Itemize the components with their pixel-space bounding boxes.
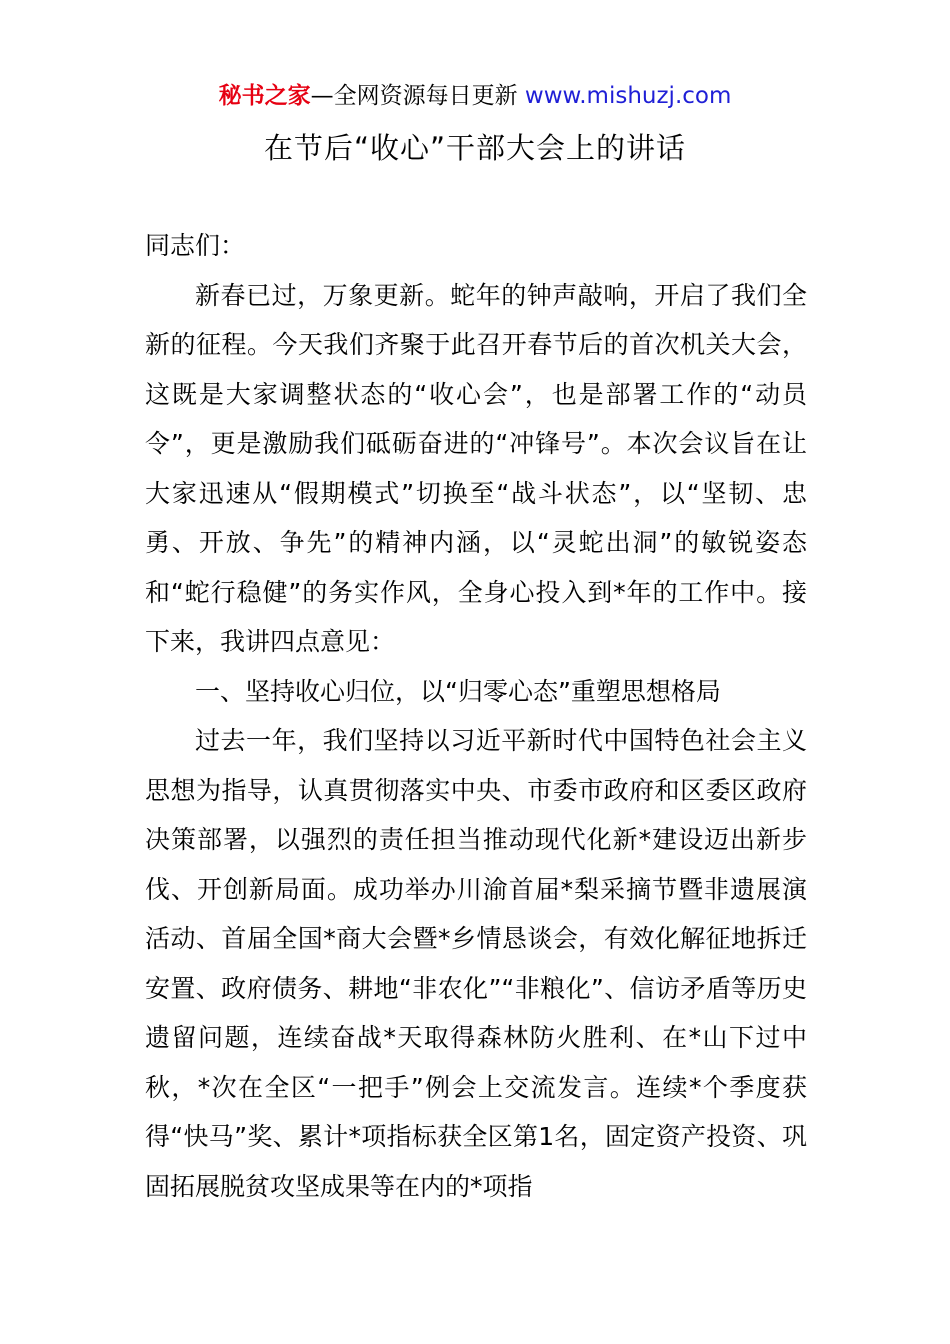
site-url-link[interactable]: www.mishuzj.com — [524, 83, 732, 109]
paragraph-review: 过去一年，我们坚持以习近平新时代中国特色社会主义思想为指导，认真贯彻落实中央、市委市政府和区委区政府决策部署，以强烈的责任担当推动现代化新*建设迈出新步伐、开创新局面。成功举办川渝首届*梨采摘节暨非遗展演活动、首届全国*商大会暨*乡情恳谈会，有效化解征地拆迁安置、政府债务、耕地“非农化”“非粮化”、信访矛盾等历史遗留问题，连续奋战*天取得森林防火胜利、在*山下过中秋，*次在全区“一把手”例会上交流发言。连续*个季度获得“快马”奖、累计*项指标获全区第1名，固定资产投资、巩固拓展脱贫攻坚成果等在内的*项指 — [145, 726, 807, 1201]
document-title: 在节后“收心”干部大会上的讲话 — [263, 131, 687, 165]
section-heading-1: 一、坚持收心归位，以“归零心态”重塑思想格局 — [195, 676, 721, 706]
site-brand: 秘书之家 — [218, 83, 311, 109]
document-body — [145, 221, 807, 1211]
site-tagline: —全网资源每日更新 — [310, 83, 525, 109]
site-header — [0, 80, 950, 112]
salutation: 同志们： — [145, 231, 246, 260]
paragraph-intro: 新春已过，万象更新。蛇年的钟声敲响，开启了我们全新的征程。今天我们齐聚于此召开春节后的首次机关大会，这既是大家调整状态的“收心会”，也是部署工作的“动员令”，更是激励我们砥砺奋进的“冲锋号”。本次会议旨在让大家迅速从“假期模式”切换至“战斗状态”，以“坚韧、忠勇、开放、争先”的精神内涵，以“灵蛇出洞”的敏锐姿态和“蛇行稳健”的务实作风，全身心投入到*年的工作中。接下来，我讲四点意见： — [145, 280, 807, 656]
